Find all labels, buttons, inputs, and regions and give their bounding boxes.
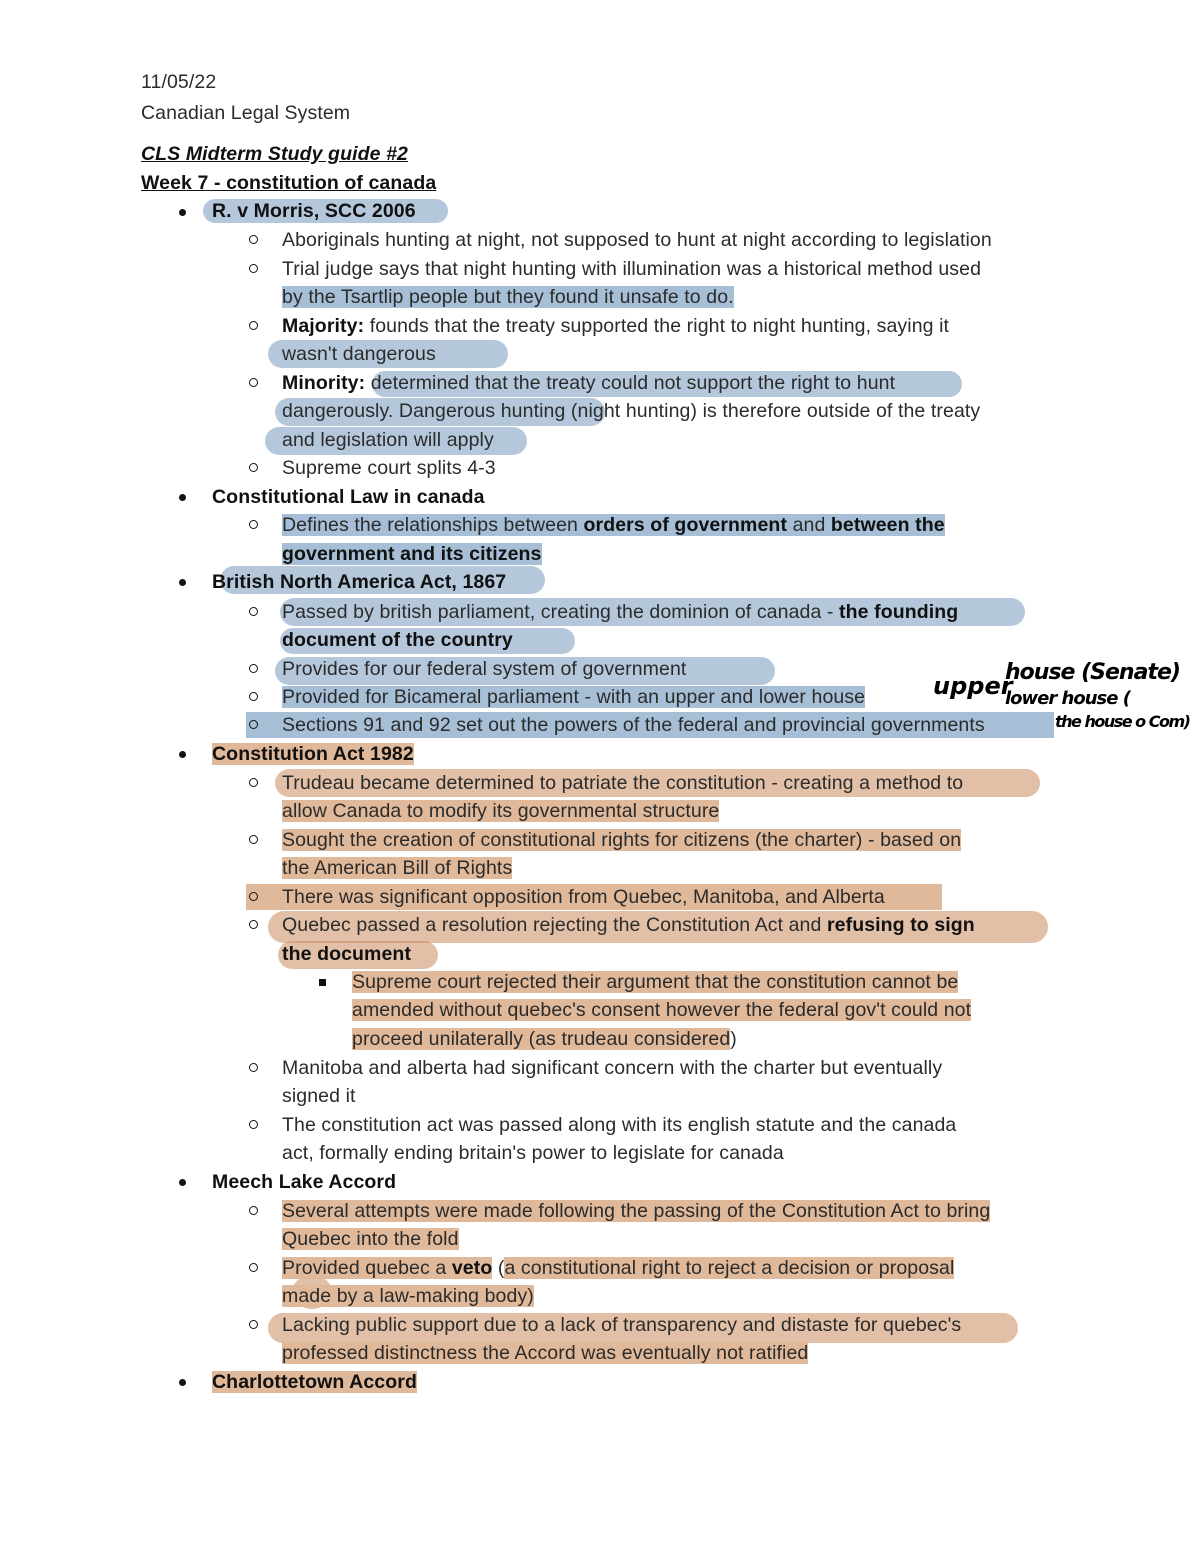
sub-bullet bbox=[249, 321, 258, 330]
bna-line-4 bbox=[282, 684, 865, 710]
ca1982-line-7: the document bbox=[282, 943, 412, 965]
highlight: by the Tsartlip bbox=[282, 286, 404, 308]
course-name: Canadian Legal System bbox=[141, 102, 351, 124]
highlight: allow Canada to modify its governmental structure bbox=[282, 800, 720, 822]
bna-line-2: document of the country bbox=[282, 629, 513, 651]
sub-bullet bbox=[249, 1320, 258, 1329]
ca1982-line-11: act, formally ending britain's power to legislate for canada bbox=[282, 1142, 784, 1164]
morris-point-2b bbox=[282, 284, 734, 310]
bna-line-3: Provides for our federal system of government bbox=[282, 658, 687, 680]
sub-bullet bbox=[249, 664, 258, 673]
minority-text: determined that the treaty could not support the right to hunt bbox=[365, 372, 896, 394]
sub-bullet bbox=[249, 235, 258, 244]
highlight-bold: orders of government bbox=[583, 514, 788, 536]
sub-bullet bbox=[249, 520, 258, 529]
handwritten-note-3: lower house ( bbox=[1005, 688, 1130, 709]
highlight: Supreme court rejected their argument that the constitution cannot be bbox=[352, 971, 959, 993]
meech-line-5: Lacking public support due to a lack of transparency and distaste for quebec's bbox=[282, 1314, 962, 1336]
highlight: Charlottetown Accord bbox=[212, 1371, 417, 1393]
sub-bullet bbox=[249, 1263, 258, 1272]
ca1982-heading bbox=[212, 741, 414, 767]
highlight: Provided for Bicameral parliament - with an upper and lower house bbox=[282, 686, 866, 708]
bullet bbox=[179, 494, 186, 501]
meech-line-1 bbox=[282, 1198, 990, 1224]
highlight-bold: government and its citizens bbox=[282, 543, 542, 565]
sub-bullet bbox=[249, 720, 258, 729]
week-heading: Week 7 - constitution of canada bbox=[141, 172, 437, 194]
ca1982-line-9: signed it bbox=[282, 1085, 356, 1107]
ca1982-line-6 bbox=[282, 912, 975, 938]
meech-text: ( bbox=[492, 1257, 505, 1279]
date: 11/05/22 bbox=[141, 71, 217, 93]
minority-line-2: dangerously. Dangerous hunting (night hunting) is therefore outside of the treaty bbox=[282, 400, 981, 422]
minority-line bbox=[282, 370, 895, 396]
sub-bullet bbox=[249, 1063, 258, 1072]
ca1982-sub-3-end: ) bbox=[730, 1028, 737, 1050]
ca1982-line-8: Manitoba and alberta had significant concern with the charter but eventually bbox=[282, 1057, 943, 1079]
meech-heading: Meech Lake Accord bbox=[212, 1171, 397, 1193]
highlight: Constitution Act 1982 bbox=[212, 743, 414, 765]
sub-bullet bbox=[249, 1206, 258, 1215]
ca1982-line-4 bbox=[282, 855, 512, 881]
sub-bullet bbox=[249, 378, 258, 387]
court-split: Supreme court splits 4-3 bbox=[282, 457, 496, 479]
ca1982-text: Quebec passed a resolution rejecting the Constitution Act and bbox=[282, 914, 827, 936]
morris-heading: R. v Morris, SCC 2006 bbox=[212, 200, 416, 222]
sub-bullet bbox=[249, 463, 258, 472]
highlight: Defines the relationships between bbox=[282, 514, 584, 536]
highlight: Quebec into the fold bbox=[282, 1228, 459, 1250]
majority-text: founds that the treaty supported the right to night hunting, saying it bbox=[364, 315, 950, 337]
bullet bbox=[179, 579, 186, 586]
majority-line-2: wasn't dangerous bbox=[282, 343, 436, 365]
ca1982-sub-1 bbox=[352, 969, 958, 995]
highlight: made by a law-making body) bbox=[282, 1285, 534, 1307]
bna-heading: British North America Act, 1867 bbox=[212, 571, 507, 593]
highlight: amended without quebec's consent however the federal gov't could not bbox=[352, 999, 972, 1021]
sub-bullet bbox=[249, 920, 258, 929]
sub-bullet bbox=[249, 607, 258, 616]
bullet bbox=[179, 751, 186, 758]
ca1982-line-5: There was significant opposition from Quebec, Manitoba, and Alberta bbox=[282, 886, 885, 908]
highlight: people but they found it unsafe to do. bbox=[403, 286, 734, 308]
ca1982-sub-3 bbox=[352, 1026, 737, 1052]
highlight-bold: between the bbox=[830, 514, 945, 536]
highlight: and bbox=[787, 514, 831, 536]
ca1982-sub-2 bbox=[352, 997, 971, 1023]
ca1982-line-2 bbox=[282, 798, 719, 824]
handwritten-note-1: upper bbox=[933, 672, 1013, 700]
sub-bullet bbox=[249, 778, 258, 787]
sub-bullet bbox=[249, 264, 258, 273]
highlight: professed distinctness the Accord was eventually not ratified bbox=[282, 1342, 809, 1364]
sub-bullet bbox=[249, 692, 258, 701]
ca1982-line-3 bbox=[282, 827, 961, 853]
highlight: Provided quebec a bbox=[282, 1257, 452, 1279]
ca1982-line-10: The constitution act was passed along with its english statute and the canada bbox=[282, 1114, 957, 1136]
majority-line bbox=[282, 313, 949, 339]
charlottetown-heading bbox=[212, 1369, 417, 1395]
highlight-bold: veto bbox=[451, 1257, 493, 1279]
minority-label: Minority: bbox=[282, 372, 366, 394]
ca1982-line-1: Trudeau became determined to patriate the constitution - creating a method to bbox=[282, 772, 964, 794]
ca1982-bold: refusing to sign bbox=[826, 914, 975, 936]
meech-line-2 bbox=[282, 1226, 459, 1252]
sub-bullet bbox=[249, 1120, 258, 1129]
bullet bbox=[179, 1179, 186, 1186]
conlaw-line-1 bbox=[282, 512, 945, 538]
bna-text: Passed by british parliament, creating the dominion of canada - bbox=[282, 601, 840, 623]
bullet bbox=[179, 1379, 186, 1386]
meech-line-3 bbox=[282, 1255, 954, 1281]
minority-line-3: and legislation will apply bbox=[282, 429, 494, 451]
highlight: a constitutional right to reject a decision or proposal bbox=[504, 1257, 955, 1279]
square-bullet bbox=[319, 979, 326, 986]
morris-point-1: Aboriginals hunting at night, not supposed to hunt at night according to legislation bbox=[282, 229, 992, 251]
meech-line-6 bbox=[282, 1340, 808, 1366]
bna-line-1 bbox=[282, 599, 958, 625]
highlight: the American Bill of Rights bbox=[282, 857, 513, 879]
bna-bold: the founding bbox=[839, 601, 959, 623]
sub-bullet bbox=[249, 892, 258, 901]
highlight: Several attempts were made following the passing of the Constitution Act to bring bbox=[282, 1200, 991, 1222]
sub-bullet bbox=[249, 835, 258, 844]
page-title: CLS Midterm Study guide #2 bbox=[141, 143, 408, 165]
meech-line-4 bbox=[282, 1283, 534, 1309]
highlight: proceed unilaterally (as trudeau considered bbox=[352, 1028, 731, 1050]
morris-point-2a: Trial judge says that night hunting with illumination was a historical method used bbox=[282, 258, 982, 280]
bullet bbox=[179, 209, 186, 216]
bna-line-5: Sections 91 and 92 set out the powers of the federal and provincial governments bbox=[282, 714, 985, 736]
majority-label: Majority: bbox=[282, 315, 365, 337]
conlaw-heading: Constitutional Law in canada bbox=[212, 486, 485, 508]
handwritten-note-4: the house o Com) bbox=[1055, 712, 1190, 731]
handwritten-note-2: house (Senate) bbox=[1005, 660, 1180, 685]
conlaw-line-2 bbox=[282, 541, 542, 567]
highlight: Sought the creation of constitutional rights for citizens (the charter) - based on bbox=[282, 829, 962, 851]
